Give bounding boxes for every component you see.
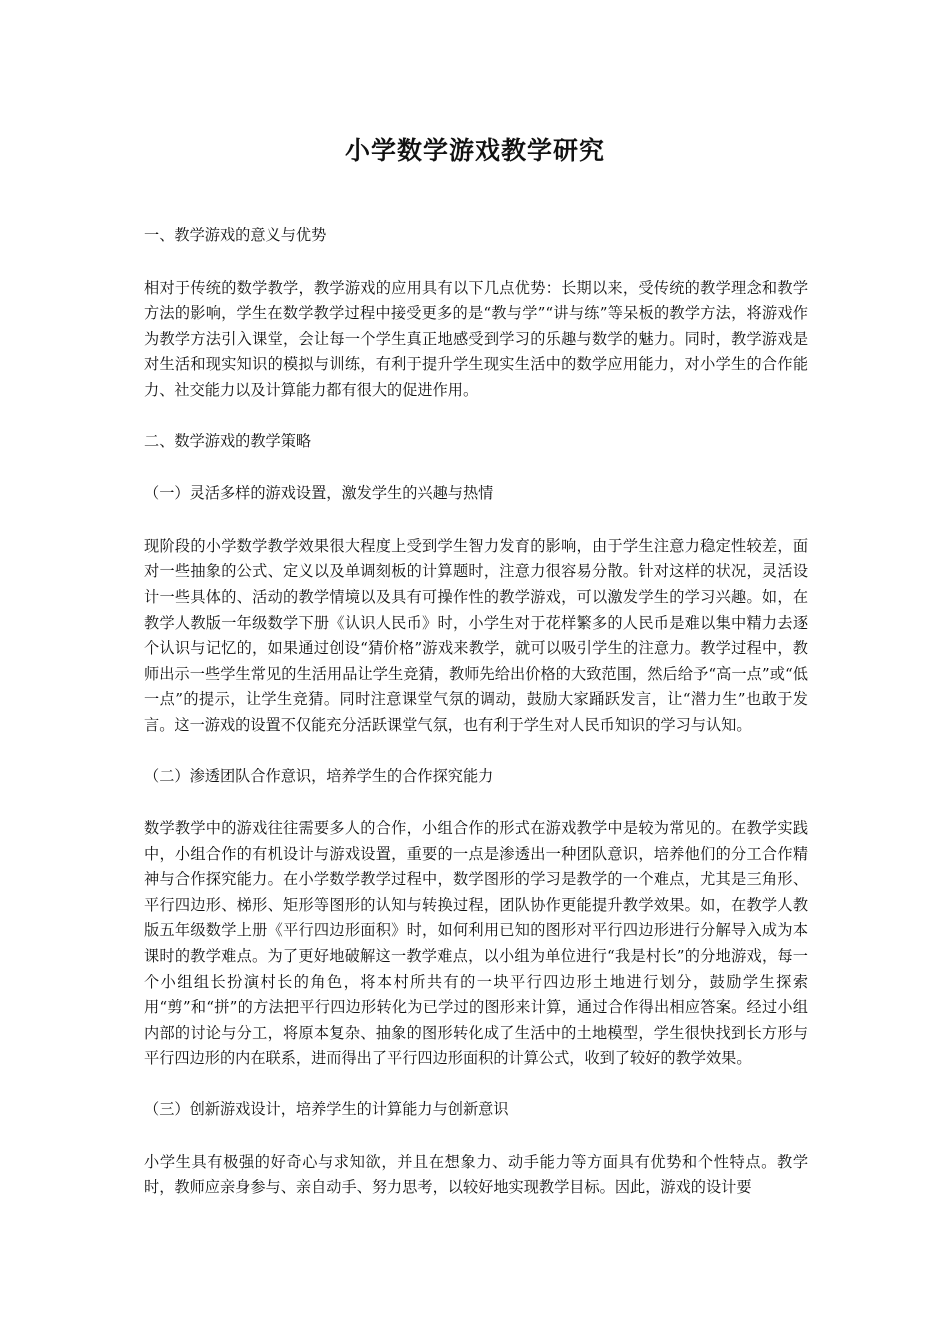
section-paragraph-1: 相对于传统的数学教学，教学游戏的应用具有以下几点优势：长期以来，受传统的教学理念和教学方法的影响，学生在数学教学过程中接受更多的是“教与学”“讲与练”等呆板的教学方法，将游戏作为教学方法引入课堂，会让每一个学生真正地感受到学习的乐趣与数学的魅力。同时，教学游戏是对生活和现实知识的模拟与训练，有利于提升学生现实生活中的数学应用能力，对小学生的合作能力、社交能力以及计算能力都有很大的促进作用。 — [144, 278, 808, 399]
subsection-paragraph-3: 小学生具有极强的好奇心与求知欲，并且在想象力、动手能力等方面具有优势和个性特点。教学时，教师应亲身参与、亲自动手、努力思考，以较好地实现教学目标。因此，游戏的设计要 — [144, 1152, 808, 1197]
subsection-heading-3: （三）创新游戏设计，培养学生的计算能力与创新意识 — [144, 1100, 509, 1119]
document-body — [144, 223, 808, 1226]
section-heading-1: 一、教学游戏的意义与优势 — [144, 226, 327, 244]
section-heading-2: 二、数学游戏的教学策略 — [144, 431, 312, 450]
subsection-heading-2: （二）渗透团队合作意识，培养学生的合作探究能力 — [144, 766, 494, 785]
subsection-paragraph-2: 数学教学中的游戏往往需要多人的合作，小组合作的形式在游戏教学中是较为常见的。在教学实践中，小组合作的有机设计与游戏设置，重要的一点是渗透出一种团队意识，培养他们的分工合作精神与合作探究能力。在小学数学教学过程中，数学图形的学习是教学的一个难点，尤其是三角形、平行四边形、梯形、矩形等图形的认知与转换过程，团队协作更能提升教学效果。如，在教学人教版五年级数学上册《平行四边形面积》时，如何利用已知的图形对平行四边形进行分解导入成为本课时的教学难点。为了更好地破解这一教学难点，以小组为单位进行“我是村长”的分地游戏，每一个小组组长扮演村长的角色，将本村所共有的一块平行四边形土地进行划分，鼓励学生探索用“剪”和“拼”的方法把平行四边形转化为已学过的图形来计算，通过合作得出相应答案。经过小组内部的讨论与分工，将原本复杂、抽象的图形转化成了生活中的土地模型，学生很快找到长方形与平行四边形的内在联系，进而得出了平行四边形面积的计算公式，收到了较好的教学效果。 — [144, 819, 808, 1068]
subsection-heading-1: （一）灵活多样的游戏设置，激发学生的兴趣与热情 — [144, 484, 494, 503]
subsection-paragraph-1: 现阶段的小学数学教学效果很大程度上受到学生智力发育的影响，由于学生注意力稳定性较差，面对一些抽象的公式、定义以及单调刻板的计算题时，注意力很容易分散。针对这样的状况，灵活设计一些具体的、活动的教学情境以及具有可操作性的教学游戏，可以激发学生的学习兴趣。如，在教学人教版一年级数学下册《认识人民币》时，小学生对于花样繁多的人民币是难以集中精力去逐个认识与记忆的，如果通过创设“猜价格”游戏来教学，就可以吸引学生的注意力。教学过程中，教师出示一些学生常见的生活用品让学生竞猜，教师先给出价格的大致范围，然后给予“高一点”或“低一点”的提示，让学生竞猜。同时注意课堂气氛的调动，鼓励大家踊跃发言，让“潜力生”也敢于发言。这一游戏的设置不仅能充分活跃课堂气氛，也有利于学生对人民币知识的学习与认知。 — [144, 536, 808, 734]
document-title: 小学数学游戏教学研究 — [344, 136, 605, 165]
